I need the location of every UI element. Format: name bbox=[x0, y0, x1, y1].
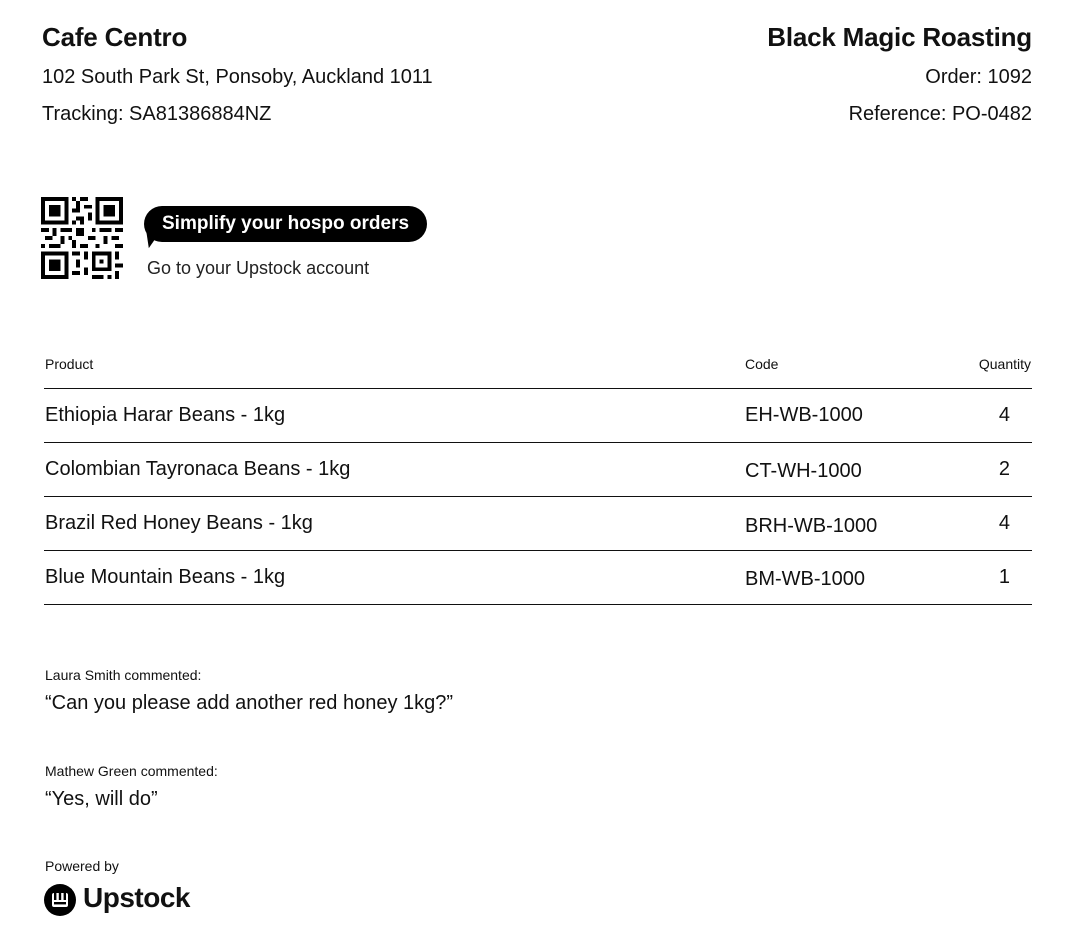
table-row bbox=[44, 497, 1032, 551]
product-code: BRH-WB-1000 bbox=[745, 515, 878, 537]
product-code: CT-WH-1000 bbox=[745, 460, 862, 482]
table-row bbox=[44, 443, 1032, 497]
product-code: EH-WB-1000 bbox=[745, 404, 863, 426]
product-code: BM-WB-1000 bbox=[745, 568, 866, 590]
customer-name: Cafe Centro bbox=[42, 22, 188, 52]
product-name: Ethiopia Harar Beans - 1kg bbox=[45, 404, 286, 426]
table-row bbox=[44, 551, 1032, 605]
supplier-name: Black Magic Roasting bbox=[767, 22, 1032, 52]
promo-bubble: Simplify your hospo orders bbox=[144, 206, 427, 242]
product-name: Brazil Red Honey Beans - 1kg bbox=[45, 512, 313, 534]
comment-author: Mathew Green commented: bbox=[45, 763, 218, 779]
header-quantity: Quantity bbox=[978, 356, 1031, 372]
comment-text: “Yes, will do” bbox=[45, 788, 158, 810]
header-product: Product bbox=[45, 356, 94, 372]
customer-address: 102 South Park St, Ponsoby, Auckland 1011 bbox=[42, 66, 433, 88]
comment-text: “Can you please add another red honey 1kg?” bbox=[45, 692, 454, 714]
product-quantity: 4 bbox=[998, 404, 1010, 426]
product-quantity: 1 bbox=[998, 566, 1010, 588]
upstock-logo-text: Upstock bbox=[83, 882, 190, 913]
powered-by-label: Powered by bbox=[45, 858, 119, 874]
product-quantity: 2 bbox=[998, 458, 1010, 480]
order-number: Order: 1092 bbox=[925, 66, 1032, 88]
product-name: Colombian Tayronaca Beans - 1kg bbox=[45, 458, 351, 480]
qr-code-icon[interactable] bbox=[41, 197, 123, 279]
upstock-logo-icon bbox=[44, 884, 76, 916]
product-quantity: 4 bbox=[998, 512, 1010, 534]
tracking-number: Tracking: SA81386884NZ bbox=[42, 103, 272, 125]
comment-author: Laura Smith commented: bbox=[45, 667, 202, 683]
reference-number: Reference: PO-0482 bbox=[848, 103, 1032, 125]
table-row bbox=[44, 389, 1032, 443]
order-table bbox=[44, 350, 1032, 605]
header-code: Code bbox=[745, 356, 779, 372]
product-name: Blue Mountain Beans - 1kg bbox=[45, 566, 286, 588]
table-header bbox=[44, 350, 1032, 389]
upstock-account-link[interactable]: Go to your Upstock account bbox=[147, 258, 370, 278]
